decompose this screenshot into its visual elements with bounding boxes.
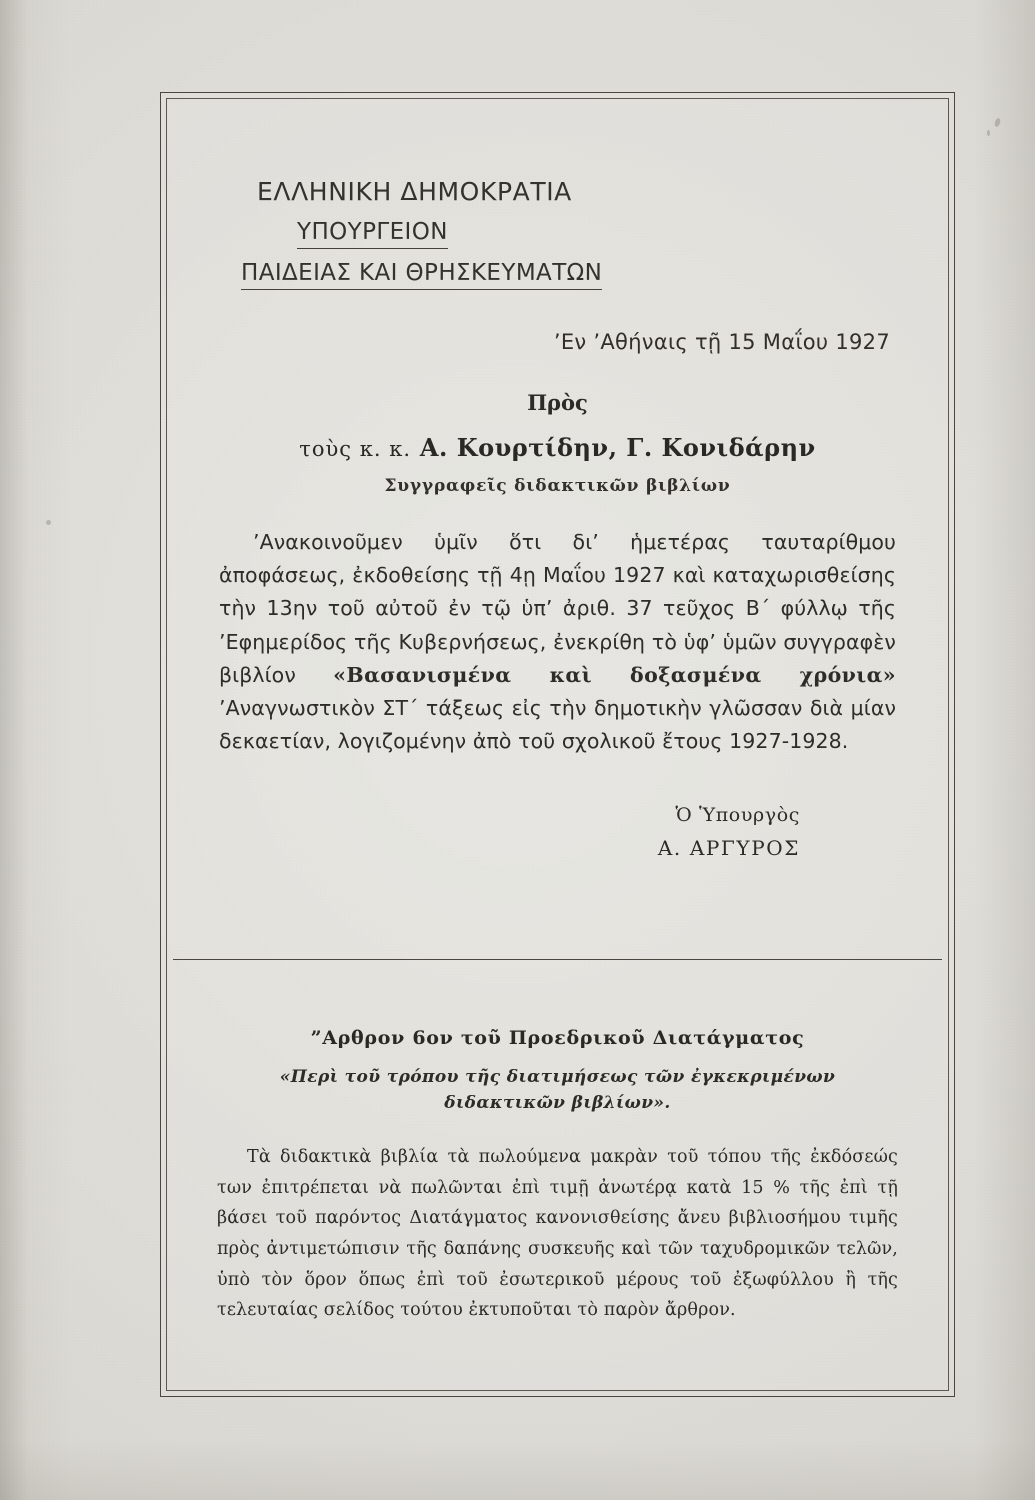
letter-body <box>219 526 896 758</box>
signature-role: Ὁ Ὑπουργὸς <box>675 804 800 827</box>
approval-letter-section <box>167 99 948 860</box>
place-and-date: ’Εν ’Αθήναις τῇ 15 Μαΐου 1927 <box>553 330 890 354</box>
letter-body-part-2: ’Αναγνωστικὸν ΣΤ΄ τάξεως εἰς τὴν δημοτικὴν γλῶσσαν διὰ μίαν δεκαετίαν, λογιζομένην ἀπὸ τοῦ σχολικοῦ ἔτους 1927-1928. <box>219 696 896 754</box>
decree-body: Τὰ διδακτικὰ βιβλία τὰ πωλούμενα μακρὰν τοῦ τόπου τῆς ἐκδόσεώς των ἐπιτρέπεται νὰ πωλῶνται ἐπὶ τιμῇ ἀνωτέρᾳ κατὰ 15 % τῆς ἐπὶ τῇ βάσει τοῦ παρόντος Διατάγματος κανονισθείσης ἄνευ βιβλιοσήμου τιμῆς πρὸς ἀντιμετώπισιν τῆς δαπάνης συσκευῆς καὶ τῶν ταχυδρομικῶν τελῶν, ὑπὸ τὸν ὅρον ὅπως ἐπὶ τοῦ ἐσωτερικοῦ μέρους τοῦ ἐξωφύλλου ἢ τῆς τελευταίας σελίδος τούτου ἐκτυποῦται τὸ παρὸν ἄρθρον. <box>217 1147 898 1321</box>
signature-name: Α. ΑΡΓΥΡΟΣ <box>657 836 800 861</box>
paper-blemish <box>994 117 1002 127</box>
paper-blemish <box>987 130 990 136</box>
signature-block <box>219 804 896 860</box>
recipients-prefix: τοὺς κ. κ. <box>299 437 412 461</box>
ministry-heading <box>219 177 896 290</box>
ministry-line-1: ΥΠΟΥΡΓΕΙΟΝ <box>297 219 448 249</box>
section-divider <box>173 959 942 960</box>
document-frame-inner <box>166 98 949 1391</box>
recipients-subtitle: Συγγραφεῖς διδακτικῶν βιβλίων <box>384 476 731 496</box>
decree-title: ”Αρθρον 6ον τοῦ Προεδρικοῦ Διατάγματος <box>310 1027 805 1049</box>
decree-subtitle <box>217 1065 898 1116</box>
ministry-line-2: ΠΑΙΔΕΙΑΣ ΚΑΙ ΘΡΗΣΚΕΥΜΑΤΩΝ <box>241 260 602 290</box>
approved-book-title: «Βασανισμένα καὶ δοξασμένα χρόνια» <box>333 662 897 687</box>
decree-section <box>167 979 948 1326</box>
document-frame <box>160 92 955 1397</box>
recipients-line <box>219 433 896 462</box>
letter-body-part-1: ’Ανακοινοῦμεν ὑμῖν ὅτι δι’ ἡμετέρας ταυταρίθμου ἀποφάσεως, ἐκδοθείσης τῇ 4ῃ Μαΐου 1927 καὶ καταχωρισθείσης τὴν 13ην τοῦ αὐτοῦ ἐν τῷ ὑπ’ ἀριθ. 37 τεῦχος Β΄ φύλλῳ τῆς ’Εφημερίδος τῆς Κυβερνήσεως, ἐνεκρίθη τὸ ὑφ’ ὑμῶν συγγραφὲν βιβλίον <box>219 530 896 687</box>
to-label: Πρὸς <box>527 390 588 415</box>
country-name: ΕΛΛΗΝΙΚΗ ΔΗΜΟΚΡΑΤΙΑ <box>257 177 572 206</box>
decree-subtitle-line-2: διδακτικῶν βιβλίων». <box>444 1092 671 1113</box>
decree-subtitle-line-1: «Περὶ τοῦ τρόπου τῆς διατιμήσεως τῶν ἐγκεκριμένων <box>279 1067 836 1087</box>
paper-blemish <box>46 520 51 525</box>
recipients-names: Α. Κουρτίδην, Γ. Κονιδάρην <box>419 433 816 462</box>
